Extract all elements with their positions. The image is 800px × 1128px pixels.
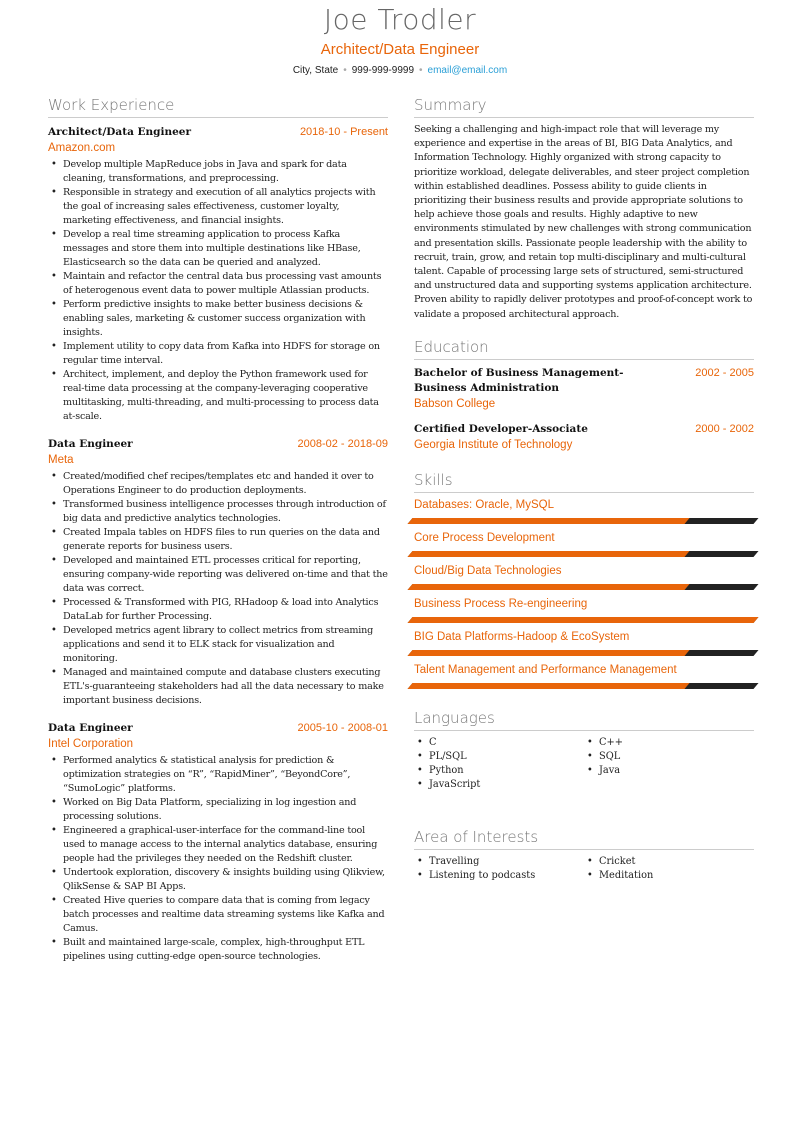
- separator: •: [419, 65, 423, 76]
- skill-level-bar: [407, 518, 758, 524]
- job-header: [48, 720, 388, 736]
- education-entry: [414, 422, 754, 453]
- job-dates: 2005-10 - 2008-01: [297, 722, 388, 734]
- job-bullets: [48, 470, 388, 708]
- job-bullet: • Performed analytics & statistical analysis for prediction & optimization strategies on “R”, “RapidMiner”, “BeyondCore”, “SumoLogic” platforms.: [48, 754, 388, 796]
- job-title: Data Engineer: [48, 722, 133, 734]
- skill-level-bar: [407, 617, 758, 623]
- language-item: • PL/SQL: [414, 750, 584, 764]
- job-bullet: • Transformed business intelligence processes through introduction of big data and predictive analytics technologies.: [48, 498, 388, 526]
- location: City, State: [292, 65, 339, 76]
- school-name: Georgia Institute of Technology: [414, 438, 573, 451]
- skill-level-fill: [407, 518, 689, 524]
- education-heading: Education: [414, 338, 754, 360]
- skill-level-bar: [407, 683, 758, 689]
- job-entry: [48, 436, 388, 708]
- job-entry: [48, 124, 388, 424]
- left-column: [48, 96, 388, 964]
- language-item: • C++: [584, 736, 754, 750]
- education-header: [414, 366, 754, 396]
- skill-item: [414, 526, 754, 559]
- phone: 999-999-9999: [351, 65, 415, 76]
- job-entry: [48, 720, 388, 964]
- job-title: Architect/Data Engineer: [48, 126, 192, 138]
- education-dates: 2002 - 2005: [695, 366, 754, 379]
- degree: Certified Developer-Associate: [414, 422, 588, 435]
- right-column: [414, 96, 754, 883]
- work-experience-heading: Work Experience: [48, 96, 388, 118]
- job-bullet: • Develop a real time streaming application to process Kafka messages and store them into multiple destinations like HBase, Elasticsearch so the data can be queried and analyzed.: [48, 228, 388, 270]
- language-item: • JavaScript: [414, 778, 584, 792]
- interest-item: • Cricket: [584, 855, 754, 869]
- skill-name: BIG Data Platforms-Hadoop & EcoSystem: [414, 630, 630, 643]
- job-bullet: • Responsible in strategy and execution of all analytics projects with the goal of increasing sales effectiveness, customer loyalty, marketing effectiveness, and financial insights.: [48, 186, 388, 228]
- job-bullets: [48, 158, 388, 424]
- interests-col-1: [414, 855, 584, 883]
- job-header: [48, 124, 388, 140]
- job-bullet: • Maintain and refactor the central data bus processing vast amounts of heterogenous event data to power multiple Atlassian products.: [48, 270, 388, 298]
- company-name: Meta: [48, 454, 74, 466]
- job-bullet: • Architect, implement, and deploy the Python framework used for real-time data processing at the company-leveraging cooperative multitasking, multi-threading, and multi-processing to process data at-scale.: [48, 368, 388, 424]
- job-dates: 2008-02 - 2018-09: [297, 438, 388, 450]
- job-bullet: • Created Hive queries to compare data that is coming from legacy batch processes and realtime data streaming systems like Kafka and Camus.: [48, 894, 388, 936]
- interests-list: [414, 855, 754, 883]
- job-bullet: • Undertook exploration, discovery & insights building using Qlikview, QlikSense & SAP BI Apps.: [48, 866, 388, 894]
- resume-header: [0, 2, 800, 78]
- skill-item: [414, 625, 754, 658]
- interests-col-2: [584, 855, 754, 883]
- company-name: Amazon.com: [48, 142, 116, 154]
- education-entry: [414, 366, 754, 412]
- languages-col-2: [584, 736, 754, 792]
- skill-level-bar: [407, 584, 758, 590]
- education-header: [414, 422, 754, 437]
- job-bullet: • Implement utility to copy data from Kafka into HDFS for storage on regular time interval.: [48, 340, 388, 368]
- skills-list: [414, 493, 754, 691]
- language-item: • Python: [414, 764, 584, 778]
- skill-level-fill: [407, 617, 758, 623]
- skill-level-fill: [407, 584, 689, 590]
- interest-item: • Listening to podcasts: [414, 869, 584, 883]
- summary-text: Seeking a challenging and high-impact role that will leverage my experience and expertise in the areas of BI, BIG Data Analytics, and Information Technology. Highly organized with strong capacity to prioritize workload, delegate deliverables, and steer project completion within established deadlines. Possess ability to guide clients in prioritizing their business results and provide appropriate solutions to help achieve those goals and results. Highly adaptive to new environments stimulated by new challenges with strong communication and presentation skills. Passionate people leadership with the ability to recruit, train, grow, and retain top multi-disciplinary and multi-cultural talent. Capable of processing large sets of structured, semi-structured and unstructured data and supporting systems application architecture. Proven ability to rapidly deliver prototypes and proof-of-concept work to validate a proposed architectural approach.: [414, 124, 753, 320]
- candidate-title: Architect/Data Engineer: [320, 41, 480, 58]
- skills-heading: Skills: [414, 471, 754, 493]
- job-bullet: • Processed & Transformed with PIG, RHadoop & load into Analytics DataLab for further Processing.: [48, 596, 388, 624]
- company-name: Intel Corporation: [48, 738, 134, 750]
- job-bullet: • Developed metrics agent library to collect metrics from streaming applications and send it to ELK stack for visualization and monitoring.: [48, 624, 388, 666]
- language-item: • C: [414, 736, 584, 750]
- summary-heading: Summary: [414, 96, 754, 118]
- education-dates: 2000 - 2002: [695, 422, 754, 435]
- job-bullet: • Worked on Big Data Platform, specializing in log ingestion and processing solutions.: [48, 796, 388, 824]
- job-dates: 2018-10 - Present: [299, 126, 388, 138]
- skill-level-fill: [407, 650, 689, 656]
- job-bullet: • Managed and maintained compute and database clusters executing ETL's-guaranteeing stakeholders had all the data necessary to make important business decisions.: [48, 666, 388, 708]
- skill-level-fill: [407, 683, 689, 689]
- degree: Bachelor of Business Management-Business Administration: [414, 366, 624, 394]
- skill-name: Talent Management and Performance Management: [414, 663, 677, 676]
- skill-name: Databases: Oracle, MySQL: [414, 498, 554, 511]
- skill-item: [414, 559, 754, 592]
- job-bullet: • Perform predictive insights to make better business decisions & enabling sales, marketing & customer success organization with insights.: [48, 298, 388, 340]
- job-bullet: • Created/modified chef recipes/templates etc and handed it over to Operations Engineer to do production deployments.: [48, 470, 388, 498]
- job-bullet: • Develop multiple MapReduce jobs in Java and spark for data cleaning, transformations, and preprocessing.: [48, 158, 388, 186]
- job-bullet: • Developed and maintained ETL processes critical for reporting, ensuring company-wide reporting was delivered on-time and that the data was correct.: [48, 554, 388, 596]
- skill-name: Cloud/Big Data Technologies: [414, 564, 562, 577]
- language-item: • SQL: [584, 750, 754, 764]
- skill-item: [414, 658, 754, 691]
- job-bullet: • Engineered a graphical-user-interface for the command-line tool used to manage access to the internal analytics database, ensuring people had the privileges they needed on the Redshift cluster.: [48, 824, 388, 866]
- skill-level-bar: [407, 551, 758, 557]
- interest-item: • Meditation: [584, 869, 754, 883]
- school-name: Babson College: [414, 397, 496, 410]
- skill-level-fill: [407, 551, 689, 557]
- skill-name: Business Process Re-engineering: [414, 597, 588, 610]
- language-item: • Java: [584, 764, 754, 778]
- contact-line: [0, 64, 800, 78]
- candidate-name: Joe Trodler: [323, 3, 477, 36]
- email-link[interactable]: email@email.com: [427, 65, 508, 76]
- job-title: Data Engineer: [48, 438, 133, 450]
- skill-item: [414, 592, 754, 625]
- skill-name: Core Process Development: [414, 531, 555, 544]
- interests-heading: Area of Interests: [414, 828, 754, 850]
- separator: •: [343, 65, 347, 76]
- interest-item: • Travelling: [414, 855, 584, 869]
- job-bullet: • Created Impala tables on HDFS files to run queries on the data and generate reports for business users.: [48, 526, 388, 554]
- languages-list: [414, 736, 754, 792]
- job-bullet: • Built and maintained large-scale, complex, high-throughput ETL pipelines using cutting-edge open-source technologies.: [48, 936, 388, 964]
- skill-level-bar: [407, 650, 758, 656]
- skill-item: [414, 493, 754, 526]
- languages-col-1: [414, 736, 584, 792]
- job-bullets: [48, 754, 388, 964]
- languages-heading: Languages: [414, 709, 754, 731]
- job-list: [48, 124, 388, 964]
- job-header: [48, 436, 388, 452]
- education-list: [414, 366, 754, 453]
